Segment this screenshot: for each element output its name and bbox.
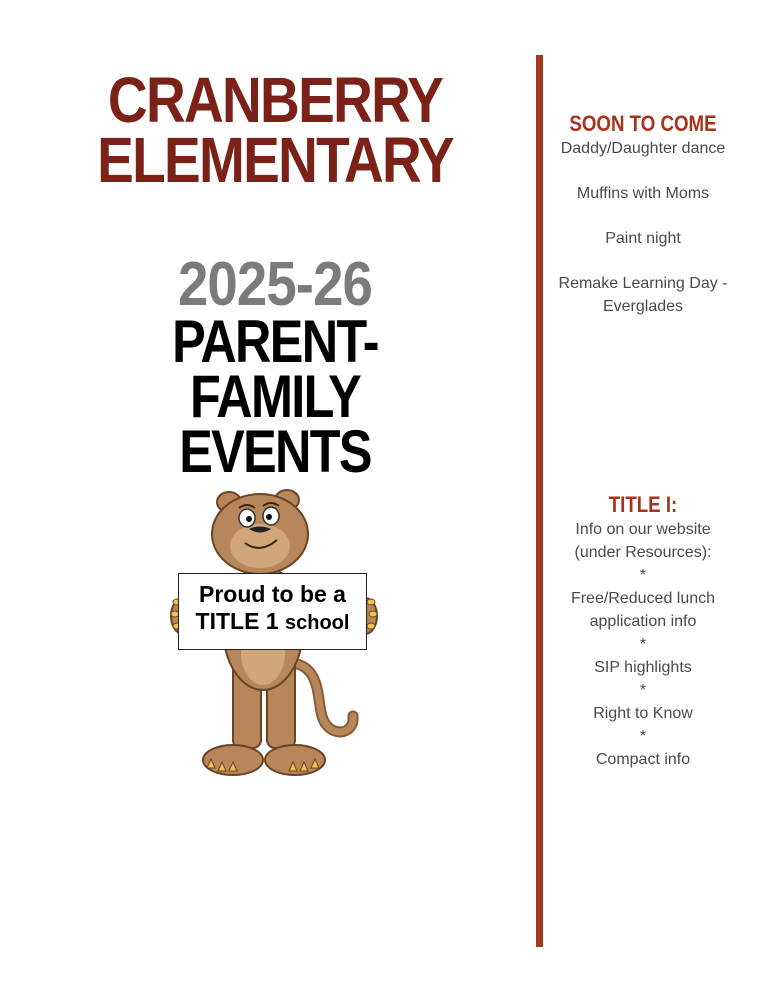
sign-line2-title: TITLE 1 xyxy=(195,608,279,634)
title-i-line: Info on our website (under Resources): xyxy=(574,521,712,561)
soon-item: Daddy/Daughter dance xyxy=(560,140,726,157)
school-name xyxy=(90,64,460,196)
title-block xyxy=(60,64,490,485)
title-1-sign xyxy=(178,573,367,650)
title-i-line: Compact info xyxy=(595,751,691,768)
event-title-line2: EVENTS xyxy=(179,418,371,485)
school-name-line1: CRANBERRY xyxy=(107,64,443,136)
title-i-line: SIP highlights xyxy=(594,659,692,676)
title-i-heading: TITLE I: xyxy=(608,492,678,517)
sign-line2-school: school xyxy=(285,612,350,634)
title-i-line: Free/Reduced lunch application info xyxy=(570,590,716,630)
school-name-line2: ELEMENTARY xyxy=(97,124,453,196)
title-i-section xyxy=(553,492,733,771)
title-i-line: Right to Know xyxy=(593,705,693,722)
title-i-line: * xyxy=(639,636,647,653)
soon-item: Remake Learning Day - Everglades xyxy=(558,275,728,315)
soon-to-come-section xyxy=(553,111,733,340)
soon-item: Paint night xyxy=(605,230,681,247)
title-i-line: * xyxy=(639,682,647,699)
title-i-line: * xyxy=(639,728,647,745)
soon-heading: SOON TO COME xyxy=(569,111,717,136)
vertical-divider xyxy=(536,55,543,947)
event-title-line1: PARENT-FAMILY xyxy=(172,308,378,430)
event-year: 2025-26 xyxy=(177,250,373,319)
sign-line1: Proud to be a xyxy=(199,581,346,607)
title-i-line: * xyxy=(639,567,647,584)
soon-item: Muffins with Moms xyxy=(576,185,710,202)
event-title xyxy=(94,308,455,485)
sign-line2 xyxy=(179,607,366,637)
